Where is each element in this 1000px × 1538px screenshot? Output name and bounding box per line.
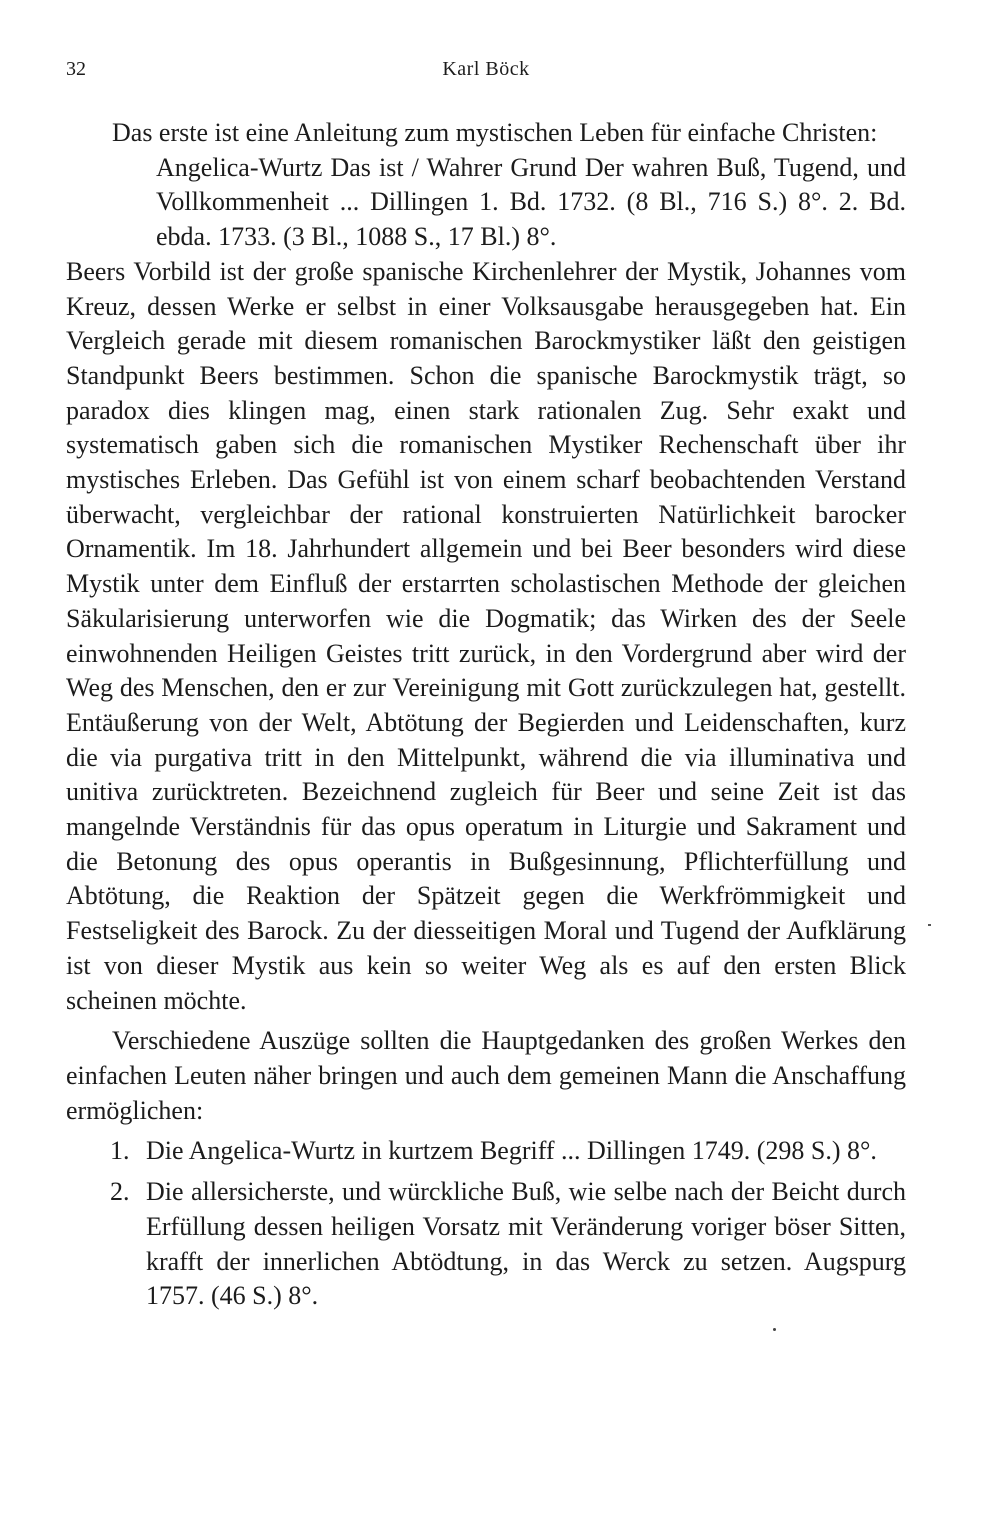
paragraph-intro: Das erste ist eine Anleitung zum mystischen Leben für einfache Christen: xyxy=(112,118,878,147)
publication-list xyxy=(66,1134,906,1314)
list-item-text: Die Angelica-Wurtz in kurtzem Begriff ... Dillingen 1749. (298 S.) 8°. xyxy=(146,1136,877,1166)
list-item-number: 1. xyxy=(110,1136,130,1166)
page-header xyxy=(66,58,906,88)
list-item xyxy=(66,1175,906,1314)
page-number: 32 xyxy=(66,58,86,80)
paragraph-beer-mystik: Beers Vorbild ist der große spanische Kirchenlehrer der Mystik, Johannes vom Kreuz, dessen Werke er selbst in einer Volksausgabe herausgegeben hat. Ein Vergleich gerade mit diesem romanischen Barockmystiker läßt den geistigen Standpunkt Beers bestimmen. Schon die spanische Barockmystik trägt, so paradox dies klingen mag, einen stark rationalen Zug. Sehr exakt und systematisch gaben sich die romanischen Mystiker Rechenschaft über ihr mystisches Erleben. Das Gefühl ist von einem scharf beobachtenden Verstand überwacht, vergleichbar der rational konstruierten Natürlichkeit barocker Ornamentik. Im 18. Jahrhundert allgemein und bei Beer besonders wird diese Mystik unter dem Einfluß der erstarrten scholastischen Methode der gleichen Säkularisierung unterworfen wie die Dogmatik; das Wirken des der Seele einwohnenden Heiligen Geistes tritt zurück, in den Vordergrund aber wird der Weg des Menschen, den er zur Vereinigung mit Gott zurückzulegen hat, gestellt. Entäußerung von der Welt, Abtötung der Begierden und Leidenschaften, kurz die via purgativa tritt in den Mittelpunkt, während die via illuminativa und unitiva zurücktreten. Bezeichnend zugleich für Beer und seine Zeit ist das mangelnde Verständnis für das opus operatum in Liturgie und Sakrament und die Betonung des opus operantis in Bußgesinnung, Pflichterfüllung und Abtötung, die Reaktion der Spätzeit gegen die Werkfrömmigkeit und Festseligkeit des Barock. Zu der diesseitigen Moral und Tugend der Aufklärung ist von dieser Mystik aus kein so weiter Weg als es auf den ersten Blick scheinen möchte. xyxy=(66,256,906,1015)
running-head: Karl Böck xyxy=(442,58,530,80)
paragraph-auszuege: Verschiedene Auszüge sollten die Hauptgedanken des großen Werkes den einfachen Leuten näher bringen und auch dem gemeinen Mann die Anschaffung ermöglichen: xyxy=(66,1026,906,1125)
list-item-text: Die allersicherste, und würckliche Buß, wie selbe nach der Beicht durch Erfüllung dessen heiligen Vorsatz mit Veränderung voriger böser Sitten, krafft der innerlichen Abtödtung, in das Werck zu setzen. Augspurg 1757. (46 S.) 8°. xyxy=(146,1177,906,1311)
body-text xyxy=(66,116,906,1320)
list-item-number: 2. xyxy=(110,1177,130,1207)
citation-angelica-wurtz: Angelica-Wurtz Das ist / Wahrer Grund Der wahren Buß, Tugend, und Vollkommenheit ... Dillingen 1. Bd. 1732. (8 Bl., 716 S.) 8°. 2. Bd. ebda. 1733. (3 Bl., 1088 S., 17 Bl.) 8°. xyxy=(156,152,906,252)
margin-speck xyxy=(928,924,931,926)
list-item xyxy=(66,1134,906,1169)
ink-speck xyxy=(773,1328,776,1331)
